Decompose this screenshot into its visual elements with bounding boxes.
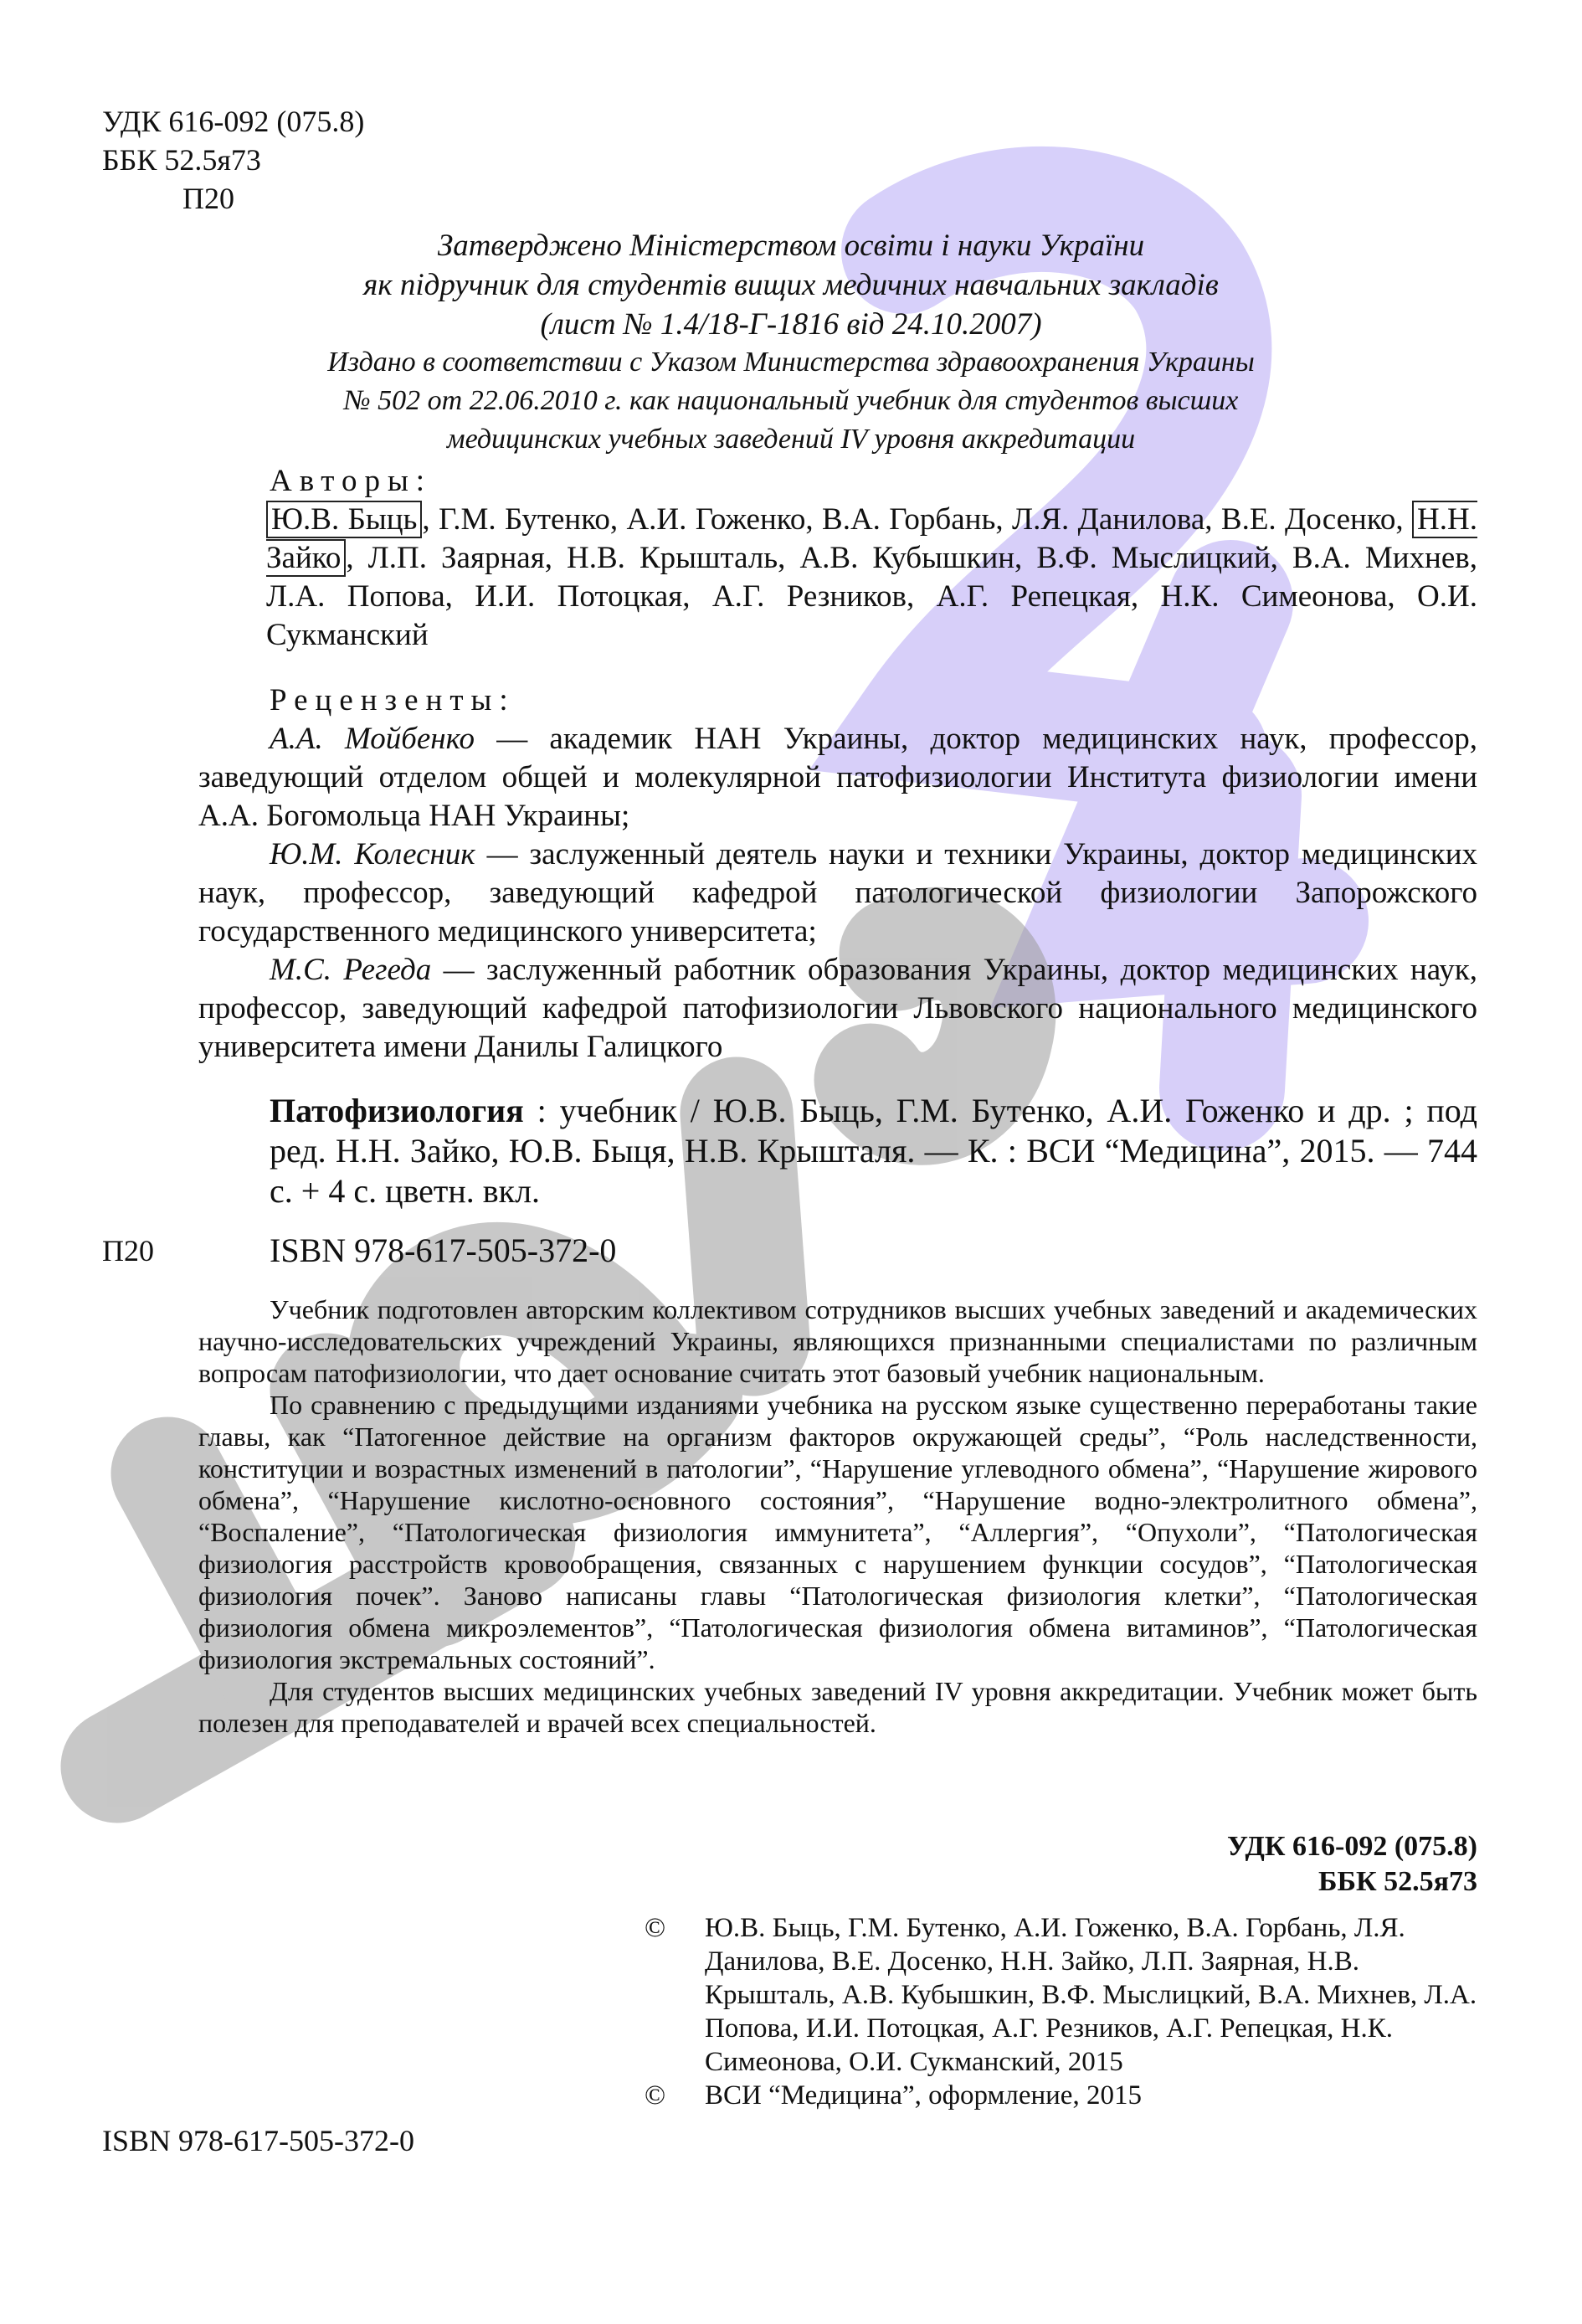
annotation-paragraph: По сравнению с предыдущими изданиями учебника на русском языке существенно переработаны такие главы, как “Патогенное действие на организм факторов окружающей среды”, “Роль наследственности, конституции и возрастных изменений в патологии”, “Нарушение углеводного обмена”, “Нарушение жирового обмена”, “Нарушение кислотно-основного состояния”, “Нарушение водно-электролитного обмена”, “Воспаление”, “Патологическая физиология иммунитета”, “Аллергия”, “Опухоли”, “Патологическая физиология расстройств кровообращения, связанных с нарушением функции сосудов”, “Патологическая физиология почек”. Заново написаны главы “Патологическая физиология клетки”, “Патологическая физиология обмена микроэлементов”, “Патологическая физиология обмена витаминов”, “Патологическая физиология экстремальных состояний”. bbox=[198, 1390, 1477, 1674]
copyright-block bbox=[645, 1911, 1477, 2112]
annotation bbox=[198, 1293, 1477, 1739]
reviewer-entry bbox=[198, 951, 1477, 1067]
reviewer-description: — академик НАН Украины, доктор медицинских наук, профессор, заведующий отделом общей и молекулярной патофизиологии Института физиологии имени А.А. Богомольца НАН Украины; bbox=[198, 722, 1477, 833]
bbk-code: ББК 52.5я73 bbox=[102, 143, 261, 177]
author-mark-side: П20 bbox=[102, 1234, 154, 1267]
deceased-author-box: Ю.В. Быць bbox=[266, 501, 422, 538]
authors-heading: Авторы: bbox=[270, 464, 433, 498]
reviewer-entry bbox=[198, 720, 1477, 836]
reviewer-name: А.А. Мойбенко bbox=[270, 722, 475, 756]
reviewers-list bbox=[198, 720, 1477, 1067]
ministry-approval-ru bbox=[251, 343, 1331, 459]
bbk-code-bottom: ББК 52.5я73 bbox=[1317, 1866, 1477, 1897]
approval-line: Издано в соответствии с Указом Министерства здравоохранения Украины bbox=[327, 347, 1255, 378]
citation-text: : учебник / Ю.В. Быць, Г.М. Бутенко, А.И. Гоженко и др. ; под ред. Н.Н. Зайко, Ю.В. Быця, Н.В. Крышталя. — К. : ВСИ “Медицина”, 2015. — 744 с. + 4 с. цветн. вкл. bbox=[270, 1092, 1477, 1210]
reviewer-name: Ю.М. Колесник bbox=[270, 837, 475, 872]
copyright-symbol: © bbox=[645, 1913, 666, 1943]
copyright-authors: Ю.В. Быць, Г.М. Бутенко, А.И. Гоженко, В.А. Горбань, Л.Я. Данилова, В.Е. Досенко, Н.Н. Зайко, Л.П. Заярная, Н.В. Крышталь, А.В. Кубышкин, В.Ф. Мыслицкий, В.А. Михнев, Л.А. Попова, И.И. Потоцкая, А.Г. Резников, А.Г. Репецкая, Н.К. Симеонова, О.И. Сукманский, 2015 bbox=[705, 1913, 1477, 2077]
reviewers-heading: Рецензенты: bbox=[270, 683, 516, 717]
reviewer-name: М.С. Регеда bbox=[270, 953, 432, 987]
copyright-symbol: © bbox=[645, 2080, 666, 2111]
annotation-paragraph: Учебник подготовлен авторским коллективом сотрудников высших учебных заведений и академических научно-исследовательских учреждений Украины, являющихся признанными специалистами по различным вопросам патофизиологии, что дает основание считать этот базовый учебник национальным. bbox=[198, 1294, 1477, 1388]
authors-list bbox=[266, 501, 1477, 655]
udk-code-bottom: УДК 616-092 (075.8) bbox=[1226, 1831, 1477, 1862]
approval-line: як підручник для студентів вищих медичних навчальних закладів bbox=[363, 268, 1219, 302]
approval-line: Затверджено Міністерством освіти і науки України bbox=[437, 229, 1145, 263]
author-mark-code: П20 bbox=[182, 182, 234, 215]
copyright-row-publisher bbox=[645, 2079, 1477, 2112]
authors-text-part: , Л.П. Заярная, Н.В. Крышталь, А.В. Кубышкин, В.Ф. Мыслицкий, В.А. Михнев, Л.А. Попова, И.И. Потоцкая, А.Г. Резников, А.Г. Репецкая, Н.К. Симеонова, О.И. Сукманский bbox=[266, 541, 1477, 652]
isbn-bottom: ISBN 978-617-505-372-0 bbox=[102, 2124, 414, 2157]
approval-line: (лист № 1.4/18-Г-1816 від 24.10.2007) bbox=[540, 307, 1042, 342]
classification-codes-bottom bbox=[1088, 1829, 1477, 1900]
authors-text-part: , Г.М. Бутенко, А.И. Гоженко, В.А. Горбань, Л.Я. Данилова, В.Е. Досенко, bbox=[422, 502, 1413, 537]
copyright-publisher: ВСИ “Медицина”, оформление, 2015 bbox=[705, 2080, 1142, 2111]
classification-codes-top bbox=[102, 102, 364, 218]
deceased-author-box: Н.Н. Зайко bbox=[266, 502, 1477, 575]
copyright-row-authors bbox=[645, 1911, 1477, 2079]
reviewer-description: — заслуженный деятель науки и техники Украины, доктор медицинских наук, профессор, заведующий кафедрой патологической физиологии Запорожского государственного медицинского университета; bbox=[198, 837, 1477, 949]
reviewer-entry bbox=[198, 836, 1477, 951]
udk-code: УДК 616-092 (075.8) bbox=[102, 105, 365, 138]
approval-line: № 502 от 22.06.2010 г. как национальный учебник для студентов высших bbox=[343, 385, 1239, 416]
bibliographic-citation bbox=[270, 1091, 1477, 1211]
approval-line: медицинских учебных заведений IV уровня аккредитации bbox=[446, 424, 1136, 455]
book-title: Патофизиология bbox=[270, 1092, 524, 1129]
reviewer-description: — заслуженный работник образования Украины, доктор медицинских наук, профессор, заведующий кафедрой патофизиологии Львовского национального медицинского университета имени Данилы Галицкого bbox=[198, 953, 1478, 1064]
annotation-paragraph: Для студентов высших медицинских учебных заведений IV уровня аккредитации. Учебник может быть полезен для преподавателей и врачей всех специальностей. bbox=[198, 1676, 1477, 1738]
isbn-main: ISBN 978-617-505-372-0 bbox=[270, 1231, 617, 1269]
ministry-approval-ua bbox=[251, 226, 1331, 344]
